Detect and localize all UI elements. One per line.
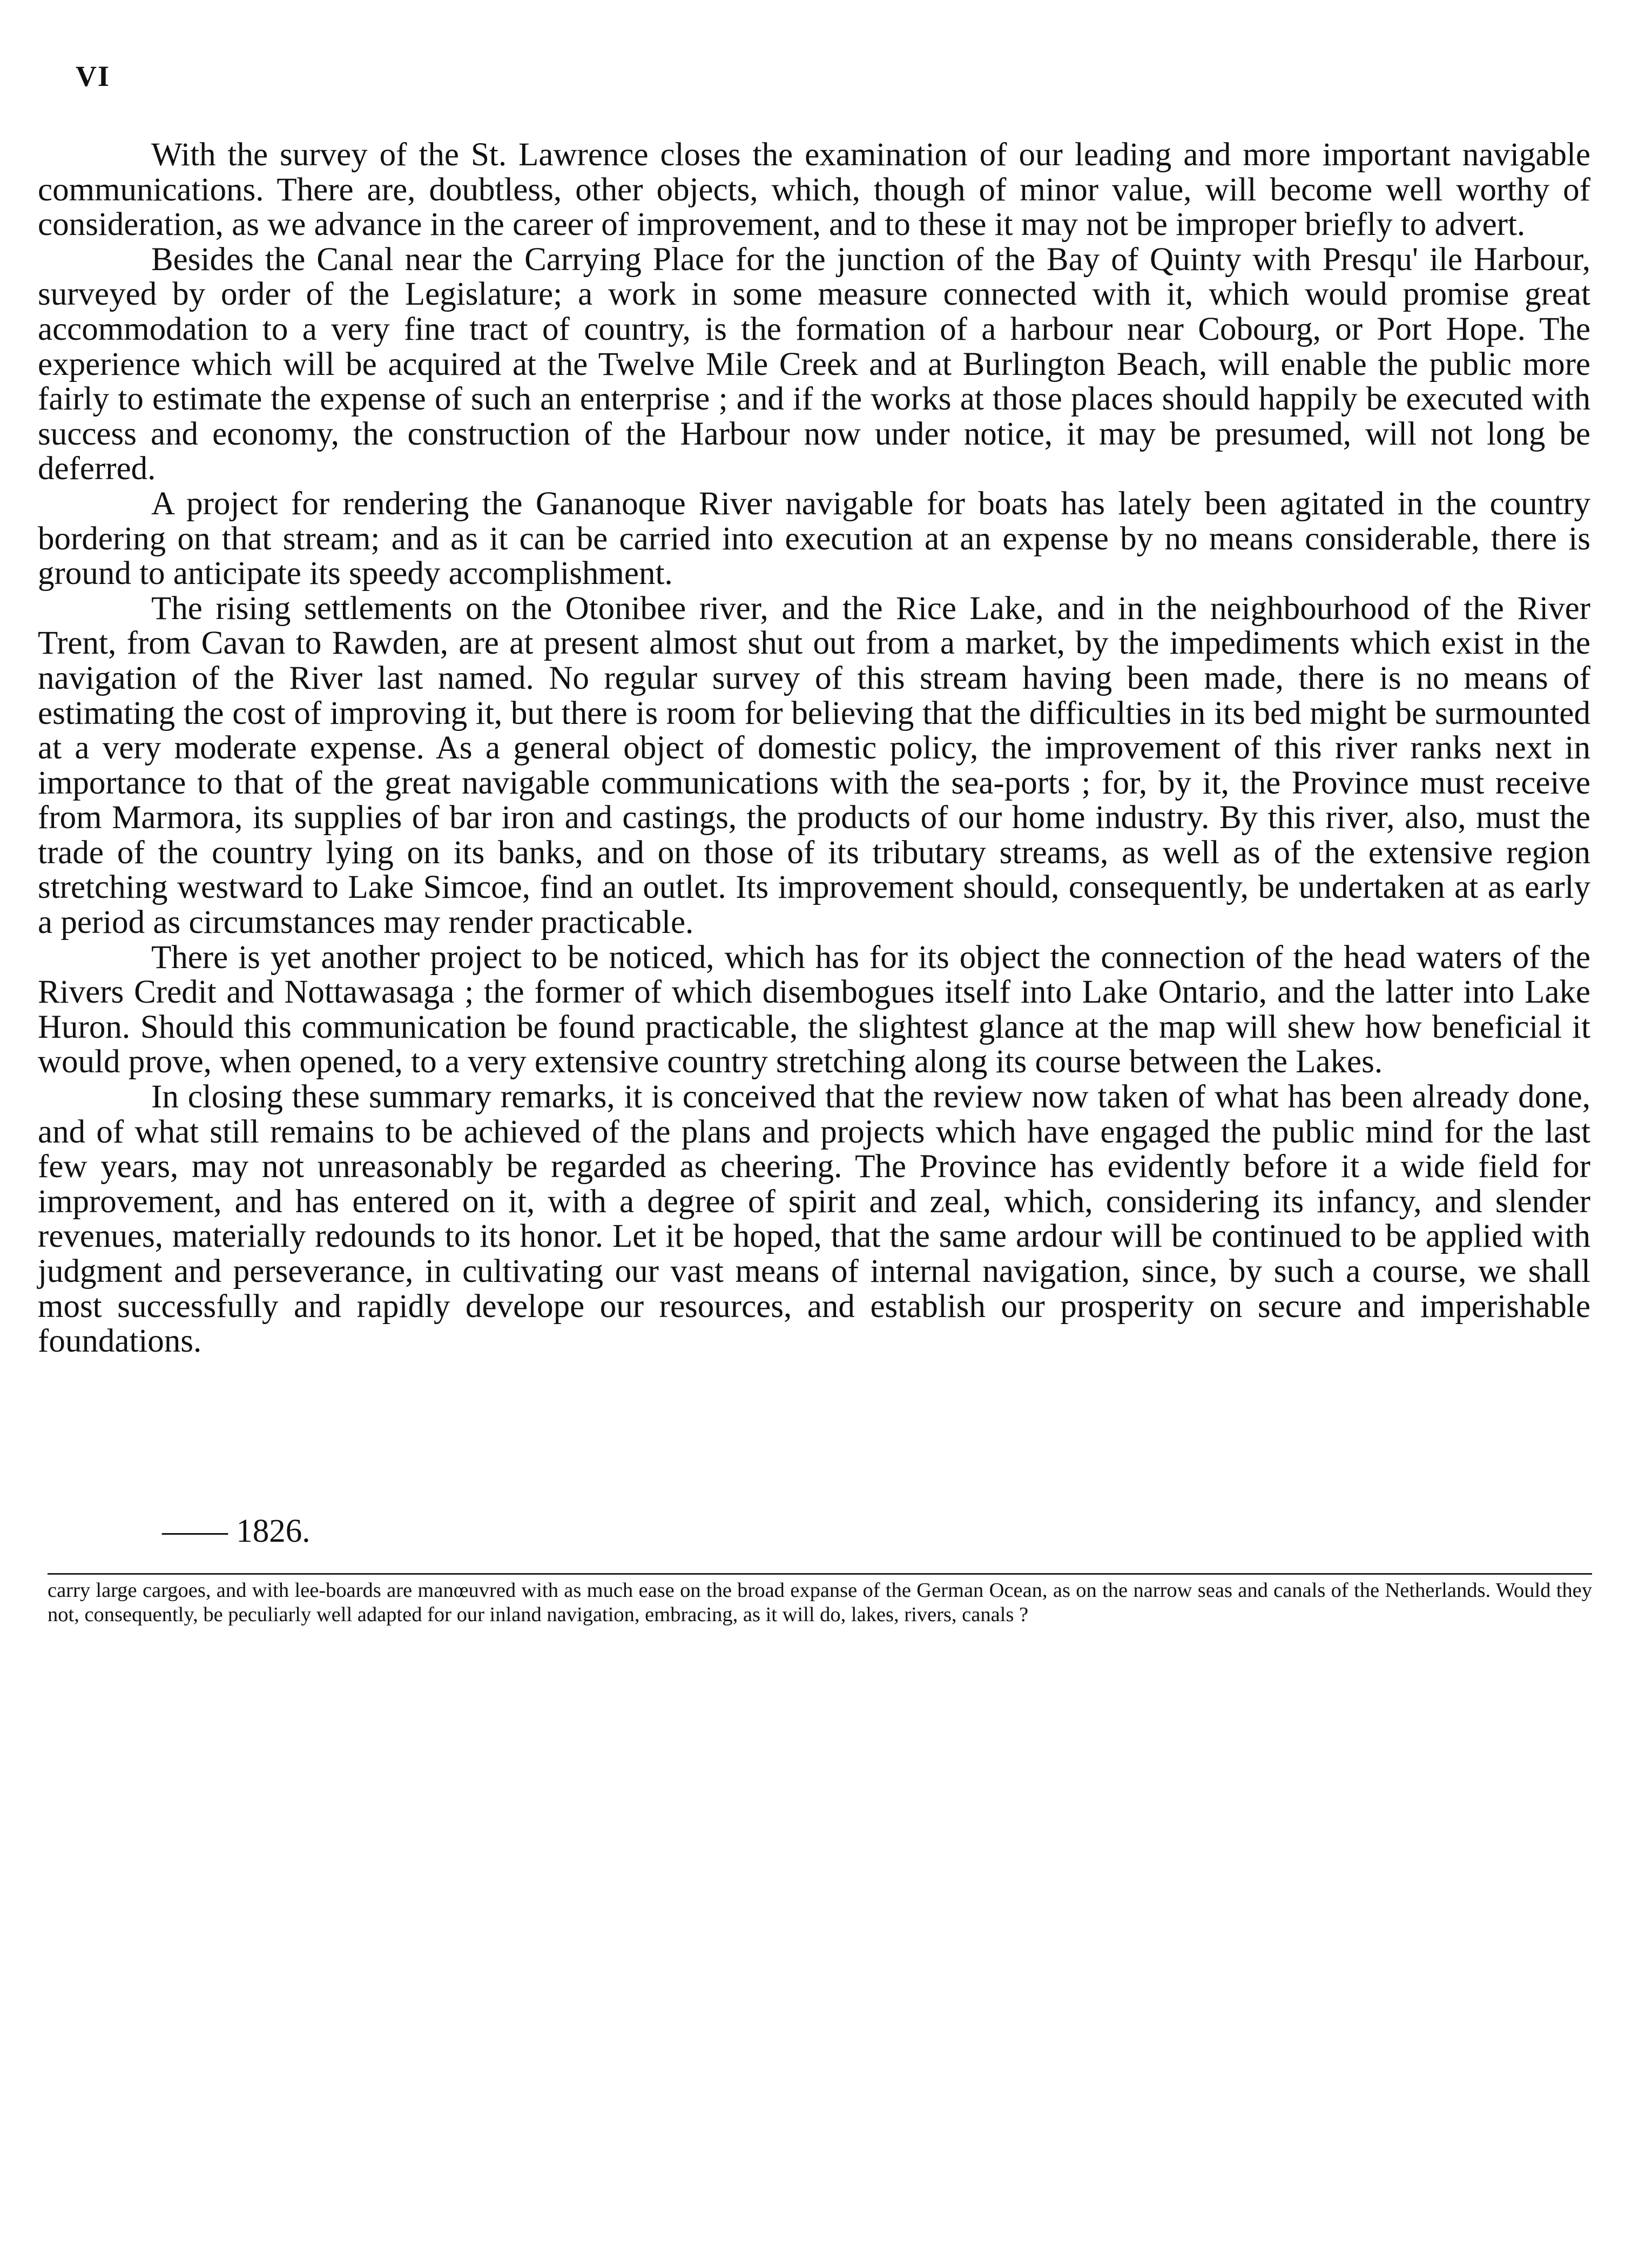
- paragraph: A project for rendering the Gananoque River navigable for boats has lately been agitated in the country bordering on that stream; and as it can be carried into execution at an expense by no means considerable, there is ground to anticipate its speedy accomplishment.: [38, 485, 1590, 592]
- main-text: [38, 138, 1590, 1359]
- page-number: VI: [76, 60, 111, 92]
- footnote: carry large cargoes, and with lee-boards are manœuvred with as much ease on the broad expanse of the German Ocean, as on the narrow seas and canals of the Netherlands. Would they not, consequently, be peculiarly well adapted for our inland navigation, embracing, as it will do, lakes, rivers, canals ?: [48, 1579, 1592, 1626]
- paragraph: The rising settlements on the Otonibee river, and the Rice Lake, and in the neighbourhood of the River Trent, from Cavan to Rawden, are at present almost shut out from a market, by the impediments which exist in the navigation of the River last named. No regular survey of this stream having been made, there is no means of estimating the cost of improving it, but there is room for believing that the difficulties in its bed might be surmounted at a very moderate expense. As a general object of domestic policy, the improvement of this river ranks next in importance to that of the great navigable communications with the sea-ports ; for, by it, the Province must receive from Marmora, its supplies of bar iron and castings, the products of our home industry. By this river, also, must the trade of the country lying on its banks, and on those of its tributary streams, as well as of the extensive region stretching westward to Lake Simcoe, find an outlet. Its improvement should, consequently, be undertaken at as early a period as circumstances may render practicable.: [38, 590, 1590, 941]
- footnote-divider: [48, 1573, 1592, 1575]
- paragraph: Besides the Canal near the Carrying Place for the junction of the Bay of Quinty with Presqu' ile Harbour, surveyed by order of the Legislature; a work in some measure connected with it, which would promise great accommodation to a very fine tract of country, is the formation of a harbour near Cobourg, or Port Hope. The experience which will be acquired at the Twelve Mile Creek and at Burlington Beach, will enable the public more fairly to estimate the expense of such an enterprise ; and if the works at those places should happily be executed with success and economy, the construction of the Harbour now under notice, it may be presumed, will not long be deferred.: [38, 241, 1590, 487]
- paragraph: In closing these summary remarks, it is conceived that the review now taken of what has been already done, and of what still remains to be achieved of the plans and projects which have engaged the public mind for the last few years, may not unreasonably be regarded as cheering. The Province has evidently before it a wide field for improvement, and has entered on it, with a degree of spirit and zeal, which, considering its infancy, and slender revenues, materially redounds to its honor. Let it be hoped, that the same ardour will be continued to be applied with judgment and perseverance, in cultivating our vast means of internal navigation, since, by such a course, we shall most successfully and rapidly develope our resources, and establish our prosperity on secure and imperishable foundations.: [38, 1079, 1590, 1360]
- paragraph: With the survey of the St. Lawrence closes the examination of our leading and more important navigable communications. There are, doubtless, other objects, which, though of minor value, will become well worthy of consideration, as we advance in the career of improvement, and to these it may not be improper briefly to advert.: [38, 137, 1590, 243]
- paragraph: There is yet another project to be noticed, which has for its object the connection of the head waters of the Rivers Credit and Nottawasaga ; the former of which disembogues itself into Lake Ontario, and the latter into Lake Huron. Should this communication be found practicable, the slightest glance at the map will shew how beneficial it would prove, when opened, to a very extensive country stretching along its course between the Lakes.: [38, 939, 1590, 1080]
- date-line: —— 1826.: [162, 1513, 311, 1549]
